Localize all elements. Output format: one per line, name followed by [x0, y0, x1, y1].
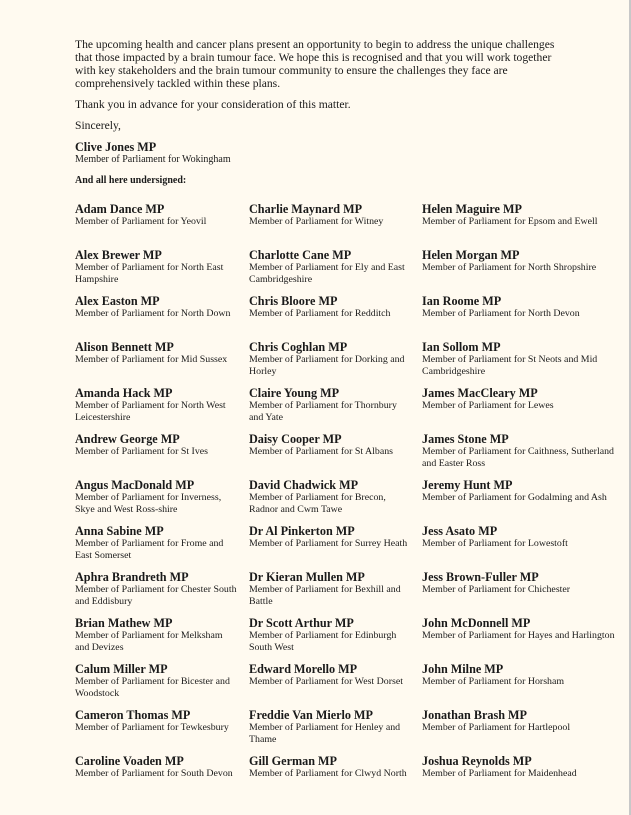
- signatory: [249, 478, 422, 520]
- signatory-name: Andrew George MP: [75, 432, 180, 446]
- signatory-constituency: Member of Parliament for South Devon: [75, 768, 233, 779]
- signatory: [249, 708, 422, 750]
- signatory: [75, 386, 249, 428]
- signatory-name: Dr Al Pinkerton MP: [249, 524, 355, 538]
- signatory-name: Chris Coghlan MP: [249, 340, 348, 354]
- signatory: [75, 616, 249, 658]
- letter-body: [75, 38, 565, 187]
- signatory-name: Anna Sabine MP: [75, 524, 164, 538]
- signatory-constituency: Member of Parliament for Brecon, Radnor and Cwm Tawe: [249, 492, 386, 515]
- signatory: [75, 570, 249, 612]
- signatory: [75, 662, 249, 704]
- signatory-constituency: Member of Parliament for Chester South and Eddisbury: [75, 584, 237, 607]
- signatory: [75, 340, 249, 382]
- signatory: [75, 524, 249, 566]
- signatory-constituency: Member of Parliament for Frome and East Somerset: [75, 538, 224, 561]
- signatory: [422, 616, 631, 658]
- signatory-constituency: Member of Parliament for Mid Sussex: [75, 354, 228, 365]
- signatory-name: Jeremy Hunt MP: [422, 478, 513, 492]
- signatory: [75, 248, 249, 290]
- undersigned-heading: And all here undersigned:: [75, 175, 187, 186]
- letter-closing: Sincerely,: [75, 119, 121, 132]
- signatory: [422, 386, 631, 428]
- signatory-constituency: Member of Parliament for St Ives: [75, 446, 209, 457]
- signatory: [422, 432, 631, 474]
- signatory-name: Aphra Brandreth MP: [75, 570, 189, 584]
- signatory: [249, 662, 422, 704]
- signatory-constituency: Member of Parliament for Tewkesbury: [75, 722, 229, 733]
- signatory-name: Helen Maguire MP: [422, 202, 522, 216]
- signatory: [75, 294, 249, 336]
- signatory-name: Alex Brewer MP: [75, 248, 162, 262]
- signatory: [75, 708, 249, 750]
- signatory-name: Angus MacDonald MP: [75, 478, 195, 492]
- signatory: [249, 248, 422, 290]
- signatory-constituency: Member of Parliament for West Dorset: [249, 676, 403, 687]
- signatory: [422, 708, 631, 750]
- signatory-name: Charlie Maynard MP: [249, 202, 363, 216]
- signatory-name: Brian Mathew MP: [75, 616, 173, 630]
- signatory-constituency: Member of Parliament for Redditch: [249, 308, 391, 319]
- signatory: [422, 294, 631, 336]
- letter-paragraph-2: Thank you in advance for your consideration of this matter.: [75, 98, 351, 111]
- signatory-constituency: Member of Parliament for Bicester and Woodstock: [75, 676, 230, 699]
- signatory-constituency: Member of Parliament for Surrey Heath: [249, 538, 408, 549]
- signatory-constituency: Member of Parliament for North Shropshire: [422, 262, 597, 273]
- signatory-constituency: Member of Parliament for North Down: [75, 308, 231, 319]
- signatory-name: Charlotte Cane MP: [249, 248, 352, 262]
- signatory-constituency: Member of Parliament for Epsom and Ewell: [422, 216, 598, 227]
- signatory-constituency: Member of Parliament for Maidenhead: [422, 768, 577, 779]
- signatory-name: Alison Bennett MP: [75, 340, 174, 354]
- signatory: [75, 432, 249, 474]
- signatory-constituency: Member of Parliament for Bexhill and Battle: [249, 584, 401, 607]
- signatory: [422, 248, 631, 290]
- signatory-name: Jess Brown-Fuller MP: [422, 570, 539, 584]
- signatory-constituency: Member of Parliament for Horsham: [422, 676, 565, 687]
- signatory: [422, 754, 631, 796]
- signatory-constituency: Member of Parliament for Hartlepool: [422, 722, 571, 733]
- signatories-column-2: [249, 202, 422, 800]
- signatory: [75, 754, 249, 796]
- signatory-name: Joshua Reynolds MP: [422, 754, 532, 768]
- signer-name: Clive Jones MP: [75, 140, 157, 154]
- signatory: [422, 570, 631, 612]
- signatory-constituency: Member of Parliament for Inverness, Skye and West Ross-shire: [75, 492, 222, 515]
- signatory-name: Daisy Cooper MP: [249, 432, 342, 446]
- signatory: [249, 754, 422, 796]
- signatory: [422, 478, 631, 520]
- signatory: [422, 202, 631, 244]
- signatory-constituency: Member of Parliament for Thornbury and Yate: [249, 400, 397, 423]
- signatory-name: Edward Morello MP: [249, 662, 358, 676]
- signatory-constituency: Member of Parliament for Yeovil: [75, 216, 207, 227]
- signer-role: Member of Parliament for Wokingham: [75, 154, 231, 165]
- signatory-constituency: Member of Parliament for Ely and East Cambridgeshire: [249, 262, 405, 285]
- signatory-constituency: Member of Parliament for Lewes: [422, 400, 554, 411]
- signatory-name: John Milne MP: [422, 662, 504, 676]
- signatory-name: Jess Asato MP: [422, 524, 498, 538]
- signatory-name: Claire Young MP: [249, 386, 340, 400]
- signatory-constituency: Member of Parliament for Dorking and Horley: [249, 354, 405, 377]
- signatory-name: John McDonnell MP: [422, 616, 531, 630]
- signatory-constituency: Member of Parliament for Henley and Thame: [249, 722, 401, 745]
- signatory: [75, 202, 249, 244]
- signatory: [75, 478, 249, 520]
- signatory: [422, 662, 631, 704]
- signatory-constituency: Member of Parliament for North East Hampshire: [75, 262, 224, 285]
- signatory: [422, 340, 631, 382]
- signatory-name: Dr Kieran Mullen MP: [249, 570, 365, 584]
- signatory-name: David Chadwick MP: [249, 478, 359, 492]
- signatory-constituency: Member of Parliament for Lowestoft: [422, 538, 568, 549]
- signatory: [249, 524, 422, 566]
- signatory: [422, 524, 631, 566]
- signatory: [249, 340, 422, 382]
- signatory-name: Jonathan Brash MP: [422, 708, 527, 722]
- signatory-name: Gill German MP: [249, 754, 338, 768]
- signatory-constituency: Member of Parliament for Hayes and Harlington: [422, 630, 615, 641]
- signatories-column-3: [422, 202, 631, 800]
- signatory-constituency: Member of Parliament for Clwyd North: [249, 768, 407, 779]
- signatory-name: Chris Bloore MP: [249, 294, 338, 308]
- signatory: [249, 432, 422, 474]
- signatory-name: James MacCleary MP: [422, 386, 538, 400]
- signatory-name: Calum Miller MP: [75, 662, 168, 676]
- signatory-name: Dr Scott Arthur MP: [249, 616, 354, 630]
- signatory-name: Amanda Hack MP: [75, 386, 173, 400]
- signatory-constituency: Member of Parliament for North Devon: [422, 308, 580, 319]
- signatory: [249, 202, 422, 244]
- signatory-name: Ian Sollom MP: [422, 340, 501, 354]
- signatory-constituency: Member of Parliament for Melksham and Devizes: [75, 630, 223, 653]
- signatory: [249, 570, 422, 612]
- signatories-grid: [75, 202, 631, 800]
- signatory-constituency: Member of Parliament for Caithness, Sutherland and Easter Ross: [422, 446, 614, 469]
- signatory-name: Ian Roome MP: [422, 294, 502, 308]
- signatory: [249, 616, 422, 658]
- signatory-constituency: Member of Parliament for St Neots and Mid Cambridgeshire: [422, 354, 598, 377]
- signatory-name: Cameron Thomas MP: [75, 708, 191, 722]
- signatory-constituency: Member of Parliament for St Albans: [249, 446, 393, 457]
- signatory-name: Adam Dance MP: [75, 202, 165, 216]
- signatory-name: Helen Morgan MP: [422, 248, 520, 262]
- signatory-constituency: Member of Parliament for Witney: [249, 216, 384, 227]
- signatory-constituency: Member of Parliament for Edinburgh South West: [249, 630, 397, 653]
- signatory-constituency: Member of Parliament for North West Leicestershire: [75, 400, 226, 423]
- signatory: [249, 386, 422, 428]
- signatory-name: James Stone MP: [422, 432, 509, 446]
- signatories-column-1: [75, 202, 249, 800]
- signatory: [249, 294, 422, 336]
- letter-paragraph-1: The upcoming health and cancer plans present an opportunity to begin to address the unique challenges that those impacted by a brain tumour face. We hope this is recognised and that you will work together with key stakeholders and the brain tumour community to ensure the challenges they face are comprehensively tackled within these plans.: [75, 38, 555, 90]
- signatory-name: Alex Easton MP: [75, 294, 160, 308]
- signatory-constituency: Member of Parliament for Godalming and Ash: [422, 492, 607, 503]
- signatory-name: Freddie Van Mierlo MP: [249, 708, 374, 722]
- signatory-constituency: Member of Parliament for Chichester: [422, 584, 571, 595]
- signatory-name: Caroline Voaden MP: [75, 754, 184, 768]
